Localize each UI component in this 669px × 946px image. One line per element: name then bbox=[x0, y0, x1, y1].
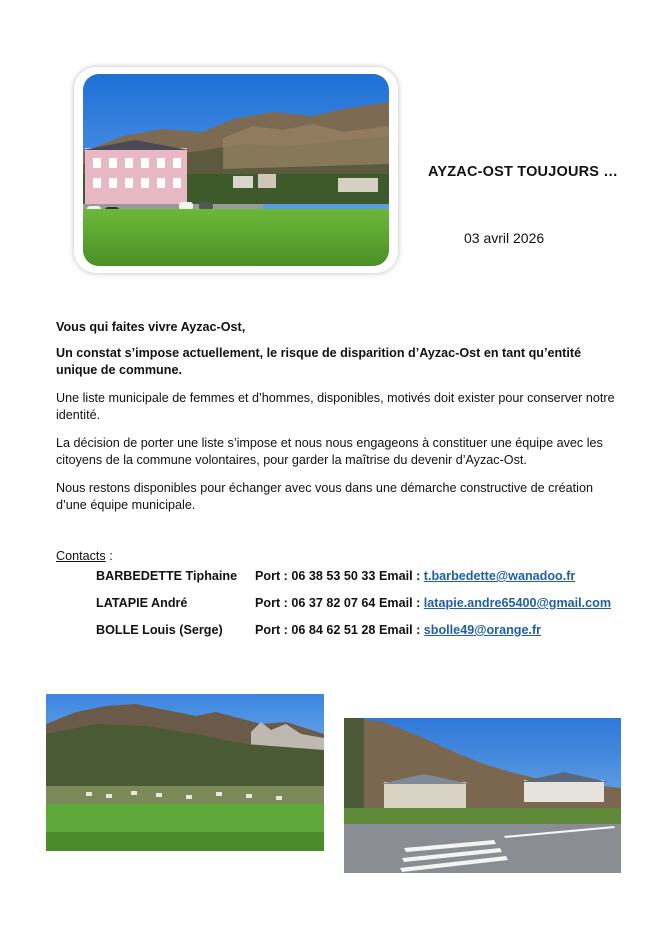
contact-phone: Port : 06 38 53 50 33 bbox=[255, 569, 376, 583]
contact-email: Email : t.barbedette@wanadoo.fr bbox=[379, 569, 576, 583]
paragraph-list: Une liste municipale de femmes et d’hommes, disponibles, motivés doit exister pour conserver notre identité. bbox=[56, 391, 615, 422]
contact-email: Email : sbolle49@orange.fr bbox=[379, 623, 542, 637]
contact-phone: Port : 06 37 82 07 64 bbox=[255, 596, 376, 610]
paragraph-decision: La décision de porter une liste s’impose et nous nous engageons à constituer une équipe avec les citoyens de la commune volontaires, pour garder la maîtrise du devenir d’Ayzac-Ost. bbox=[56, 436, 603, 467]
contact-name: BOLLE Louis (Serge) bbox=[96, 623, 223, 637]
contact-email: Email : latapie.andre65400@gmail.com bbox=[379, 596, 612, 610]
email-link[interactable]: latapie.andre65400@gmail.com bbox=[423, 596, 612, 610]
contacts-heading: Contacts : bbox=[56, 549, 113, 563]
page-title: AYZAC-OST TOUJOURS … bbox=[428, 164, 619, 180]
greeting: Vous qui faites vivre Ayzac-Ost, bbox=[56, 320, 246, 334]
contact-name: LATAPIE André bbox=[96, 596, 188, 610]
village-hall-photo bbox=[83, 74, 389, 266]
valley-photo bbox=[46, 694, 324, 851]
mairie-photo bbox=[344, 718, 621, 873]
statement: Un constat s’impose actuellement, le risque de disparition d’Ayzac-Ost en tant qu’entité unique de commune. bbox=[56, 346, 582, 377]
contact-phone: Port : 06 84 62 51 28 bbox=[255, 623, 376, 637]
date: 03 avril 2026 bbox=[464, 230, 545, 246]
paragraph-availability: Nous restons disponibles pour échanger avec vous dans une démarche constructive de création d’une équipe municipale. bbox=[56, 481, 593, 512]
contact-name: BARBEDETTE Tiphaine bbox=[96, 569, 238, 583]
email-link[interactable]: sbolle49@orange.fr bbox=[423, 623, 542, 637]
email-link[interactable]: t.barbedette@wanadoo.fr bbox=[423, 569, 576, 583]
